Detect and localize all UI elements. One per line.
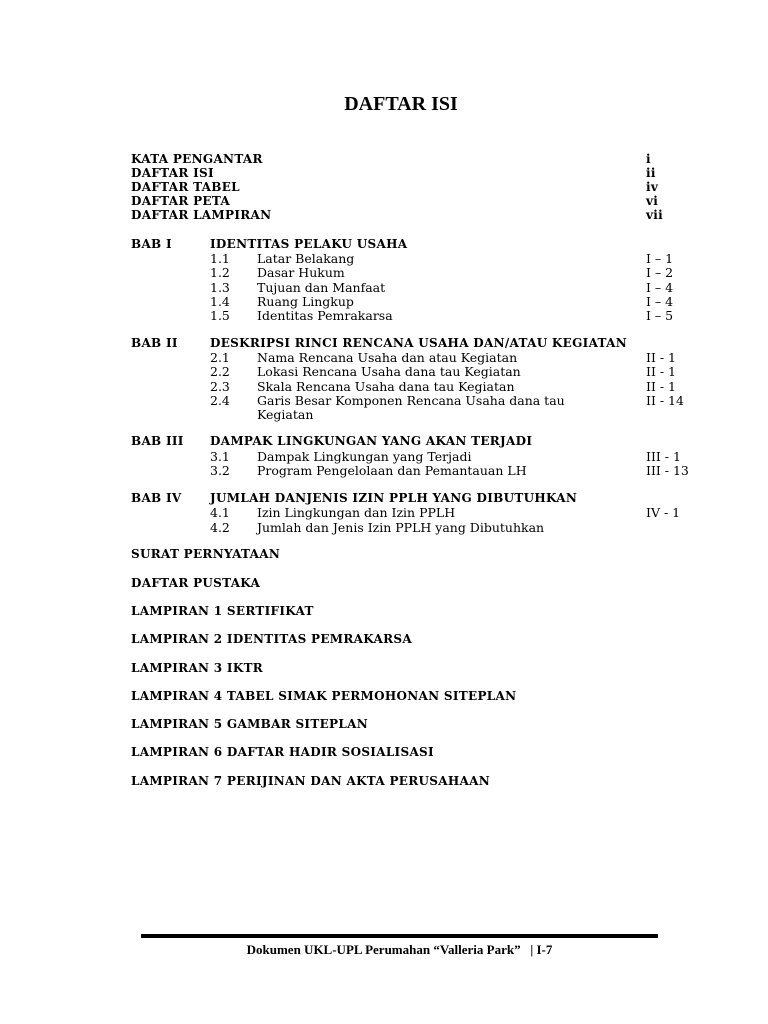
section-page: IV - 1 (646, 505, 681, 520)
section-page: I – 1 (646, 251, 674, 266)
section-title: Dasar Hukum (257, 265, 345, 280)
appendix-daftar-pustaka: DAFTAR PUSTAKA (131, 576, 261, 590)
chapter-number: BAB II (131, 336, 178, 350)
section-number: 3.2 (210, 463, 230, 478)
chapter-number: BAB I (131, 237, 172, 251)
section-number: 1.1 (210, 251, 230, 266)
section-title: Garis Besar Komponen Rencana Usaha dana tau (257, 393, 565, 408)
section-title: Dampak Lingkungan yang Terjadi (257, 449, 472, 464)
appendix-lampiran-3: LAMPIRAN 3 IKTR (131, 661, 264, 675)
section-page: II - 1 (646, 350, 676, 365)
section-page: II - 14 (646, 393, 684, 408)
section-page: II - 1 (646, 364, 676, 379)
section-title: Izin Lingkungan dan Izin PPLH (257, 505, 456, 520)
toc-page: iv (646, 180, 659, 194)
section-number: 1.3 (210, 280, 230, 295)
chapter-number: BAB III (131, 434, 184, 448)
appendix-lampiran-1: LAMPIRAN 1 SERTIFIKAT (131, 604, 314, 618)
appendix-lampiran-2: LAMPIRAN 2 IDENTITAS PEMRAKARSA (131, 632, 412, 646)
appendix-lampiran-5: LAMPIRAN 5 GAMBAR SITEPLAN (131, 717, 368, 731)
toc-page: ii (646, 166, 656, 180)
chapter-number: BAB IV (131, 491, 182, 505)
toc-page: vii (646, 208, 663, 222)
section-page: I – 2 (646, 265, 674, 280)
chapter-title: DAMPAK LINGKUNGAN YANG AKAN TERJADI (210, 434, 533, 448)
section-title: Nama Rencana Usaha dan atau Kegiatan (257, 350, 518, 365)
section-number: 4.1 (210, 505, 230, 520)
section-number: 1.2 (210, 265, 230, 280)
section-title: Jumlah dan Jenis Izin PPLH yang Dibutuhkan (257, 520, 545, 535)
section-page: II - 1 (646, 379, 676, 394)
section-title: Lokasi Rencana Usaha dana tau Kegiatan (257, 364, 521, 379)
toc-page: vi (646, 194, 659, 208)
footer-rule (141, 934, 658, 938)
section-page: III - 13 (646, 463, 689, 478)
section-title: Skala Rencana Usaha dana tau Kegiatan (257, 379, 515, 394)
section-page: III - 1 (646, 449, 681, 464)
section-number: 2.4 (210, 393, 230, 408)
toc-label-daftar-peta: DAFTAR PETA (131, 194, 231, 208)
section-number: 1.4 (210, 294, 230, 309)
toc-label-kata-pengantar: KATA PENGANTAR (131, 152, 263, 166)
section-number: 2.2 (210, 364, 230, 379)
toc-page: i (646, 152, 651, 166)
toc-label-daftar-isi: DAFTAR ISI (131, 166, 214, 180)
chapter-title: JUMLAH DANJENIS IZIN PPLH YANG DIBUTUHKAN (210, 491, 578, 505)
section-number: 4.2 (210, 520, 230, 535)
section-page: I – 5 (646, 308, 674, 323)
section-number: 2.3 (210, 379, 230, 394)
section-page: I – 4 (646, 294, 674, 309)
toc-label-daftar-lampiran: DAFTAR LAMPIRAN (131, 208, 272, 222)
section-title-continued: Kegiatan (257, 407, 314, 422)
section-number: 3.1 (210, 449, 230, 464)
chapter-title: DESKRIPSI RINCI RENCANA USAHA DAN/ATAU KEGIATAN (210, 336, 627, 350)
toc-label-daftar-tabel: DAFTAR TABEL (131, 180, 240, 194)
appendix-lampiran-4: LAMPIRAN 4 TABEL SIMAK PERMOHONAN SITEPLAN (131, 689, 517, 703)
section-title: Tujuan dan Manfaat (257, 280, 386, 295)
appendix-lampiran-7: LAMPIRAN 7 PERIJINAN DAN AKTA PERUSAHAAN (131, 774, 490, 788)
section-number: 1.5 (210, 308, 230, 323)
appendix-surat-pernyataan: SURAT PERNYATAAN (131, 547, 281, 561)
section-page: I – 4 (646, 280, 674, 295)
appendix-lampiran-6: LAMPIRAN 6 DAFTAR HADIR SOSIALISASI (131, 745, 434, 759)
section-title: Latar Belakang (257, 251, 355, 266)
chapter-title: IDENTITAS PELAKU USAHA (210, 237, 408, 251)
section-title: Ruang Lingkup (257, 294, 354, 309)
page-footer: Dokumen UKL-UPL Perumahan “Valleria Park” | I-7 (246, 942, 553, 957)
section-title: Identitas Pemrakarsa (257, 308, 393, 323)
section-number: 2.1 (210, 350, 230, 365)
page-title: DAFTAR ISI (344, 93, 458, 115)
section-title: Program Pengelolaan dan Pemantauan LH (257, 463, 527, 478)
